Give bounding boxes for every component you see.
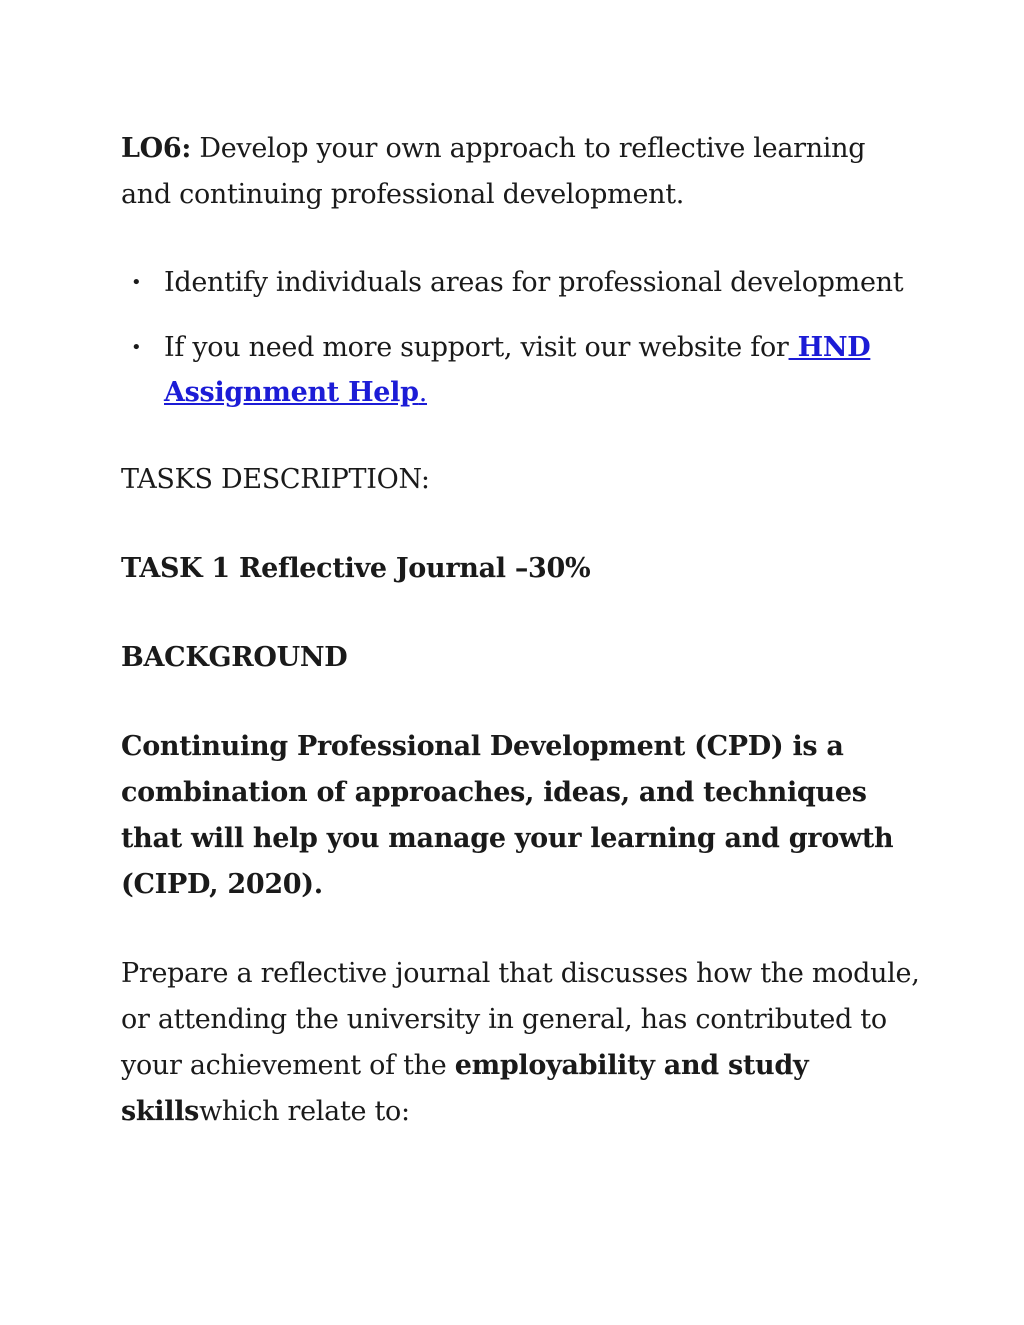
prepare-bold-text: employability and study skills bbox=[121, 1050, 809, 1127]
link-period[interactable]: . bbox=[418, 377, 427, 408]
bullet-icon: • bbox=[131, 272, 142, 293]
list-item bbox=[121, 260, 921, 305]
hnd-assignment-help-link[interactable]: HND Assignment Help bbox=[164, 332, 871, 408]
list-item bbox=[121, 325, 921, 415]
bullet-icon: • bbox=[131, 337, 142, 358]
document-page bbox=[121, 126, 921, 1135]
bullet-list bbox=[121, 260, 921, 415]
prepare-text-after: which relate to: bbox=[199, 1096, 410, 1127]
lo6-text: Develop your own approach to reflective learning and continuing professional development. bbox=[121, 133, 866, 210]
prepare-text: Prepare a reflective journal that discusses how the module, or attending the university in general, has contributed to your achievement of the bbox=[121, 958, 920, 1081]
tasks-description-heading: TASKS DESCRIPTION: bbox=[121, 464, 430, 495]
cpd-paragraph: Continuing Professional Development (CPD) is a combination of approaches, ideas, and techniques that will help you manage your learning and growth (CIPD, 2020). bbox=[121, 731, 894, 900]
lo6-label: LO6: bbox=[121, 133, 192, 164]
prepare-paragraph bbox=[121, 951, 921, 1135]
lo6-paragraph bbox=[121, 126, 921, 218]
bullet-text: Identify individuals areas for professional development bbox=[164, 267, 904, 298]
background-heading: BACKGROUND bbox=[121, 642, 348, 673]
bullet-text: If you need more support, visit our website for bbox=[164, 332, 789, 363]
task1-heading: TASK 1 Reflective Journal –30% bbox=[121, 553, 591, 584]
